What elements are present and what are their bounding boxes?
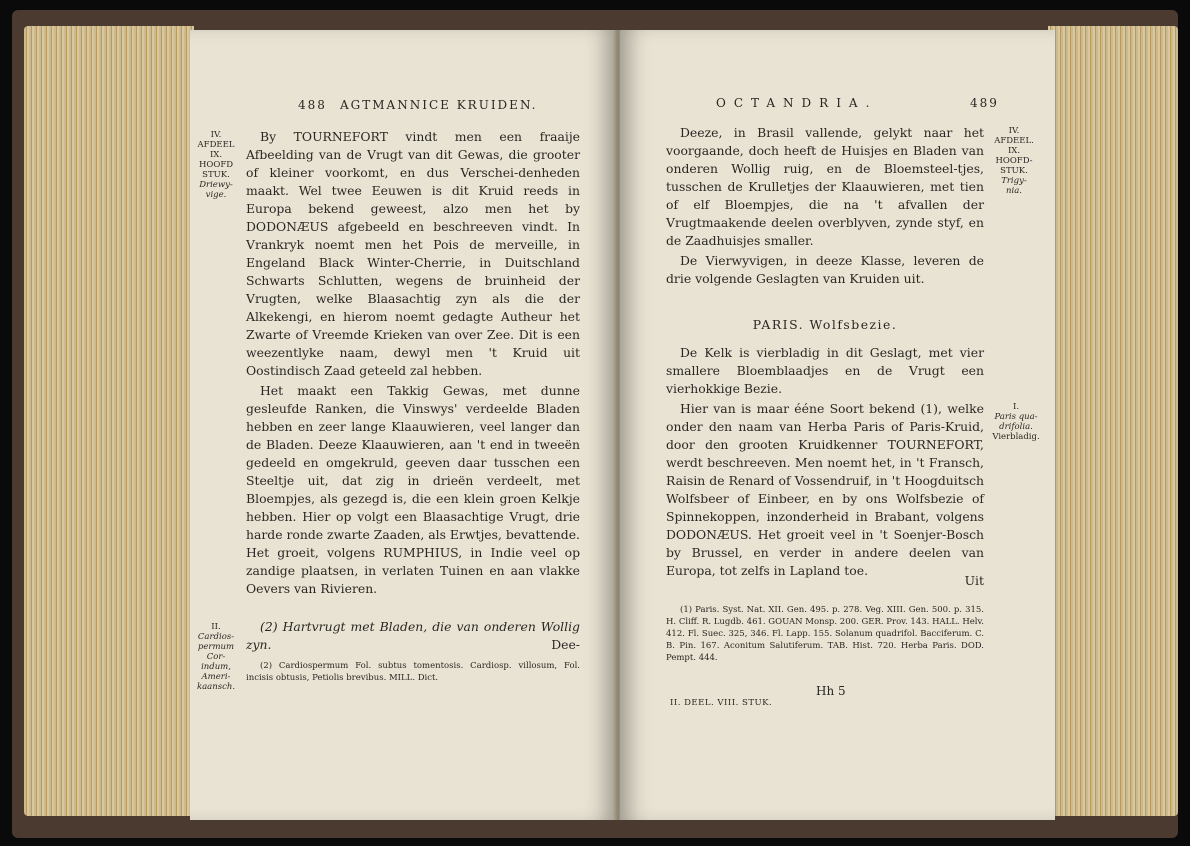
- margin-line: drifolia.: [999, 422, 1033, 432]
- bottom-signature: II. DEEL. VIII. STUK.: [670, 698, 773, 708]
- margin-line: HOOFD: [198, 160, 234, 170]
- margin-line: HOOFD-: [995, 156, 1033, 166]
- left-page: [190, 30, 615, 820]
- margin-line: nia.: [1006, 186, 1022, 196]
- left-margin-note-top: [194, 130, 238, 200]
- right-margin-note-mid: [988, 402, 1044, 442]
- margin-line: I.: [1012, 402, 1020, 412]
- margin-line: AFDEEL.: [994, 136, 1034, 146]
- left-text-block: [246, 128, 580, 598]
- left-paragraph-1: By TOURNEFORT vindt men een fraaije Afbeelding van de Vrugt van dit Gewas, die grooter of kleiner voorkomt, en dus Verschei-denheden maakt. Wel twee Eeuwen is dit Kruid reeds in Europa bekend geweest, alzo men het by DODONÆUS afgebeeld en beschreeven vindt. In Vrankryk noemt men het Pois de merveille, in Engeland Black Winter-Cherrie, in Duitschland Schwarts Schlutten, wegens de bruinheid der Vrugten, welke Blaasachtig zyn als die der Alkekengi, en hierom noemt gedagte Autheur het Zwarte of Vreemde Krieken van over Zee. Dit is een weezentlyke naam, dewyl men 't Kruid uit Oostindisch Zaad geteeld zal hebben.: [246, 129, 580, 378]
- margin-line: Vierbladig.: [992, 432, 1040, 442]
- margin-line: IV.: [210, 130, 222, 140]
- margin-line: IV.: [1008, 126, 1020, 136]
- right-text-block-bottom: [666, 344, 984, 580]
- right-running-head: OCTANDRIA.: [716, 96, 878, 110]
- signature-mark: Hh 5: [816, 684, 846, 698]
- margin-line: II.: [211, 622, 221, 632]
- species-heading: (2) Hartvrugt met Bladen, die van onderen Wollig zyn.: [246, 619, 580, 652]
- right-paragraph-3: De Kelk is vierbladig in dit Geslagt, met vier smallere Bloemblaadjes en de Vrugt een vierhokkige Bezie.: [666, 345, 984, 396]
- right-text-block-top: [666, 124, 984, 288]
- margin-line: permum: [197, 642, 235, 652]
- page-edges-left: [24, 26, 194, 816]
- margin-line: vige.: [205, 190, 227, 200]
- margin-line: Cor-indum,: [201, 652, 231, 672]
- margin-line: IX.: [1007, 146, 1021, 156]
- right-page-number: 489: [970, 96, 999, 110]
- page-edges-right: [1048, 26, 1178, 816]
- margin-line: Driewy-: [199, 180, 233, 190]
- margin-line: IX.: [209, 150, 223, 160]
- right-paragraph-4: Hier van is maar ééne Soort bekend (1), welke onder den naam van Herba Paris of Paris-Kruid, door den grooten Kruidkenner TOURNEFORT, werdt beschreeven. Men noemt het, in 't Fransch, Raisin de Renard of Vossendruif, in 't Hoogduitsch Wolfsbeer of Einbeer, en by ons Wolfsbezie of Spinnekoppen, inzonderheid in Brabant, volgens DODONÆUS. Het groeit veel in 't Soenjer-Bosch by Brussel, en verder in andere deelen van Europa, tot zelfs in Lapland toe.: [666, 401, 984, 578]
- genus-heading: PARIS. Wolfsbezie.: [752, 317, 898, 332]
- margin-line: AFDEEL: [197, 140, 235, 150]
- left-paragraph-2: Het maakt een Takkig Gewas, met dunne gesleufde Ranken, die Vinswys' verdeelde Bladen hebben en zeer lange Klaauwieren, veel langer dan de Bladen. Deeze Klaauwieren, aan 't end in tweeën gedeeld en omgekruld, geeven daar tusschen een Steeltje uit, dat zig in drieën verdeelt, met Bloempjes, als gezegd is, die een klein groen Kelkje hebben. Hier op volgt een Blaasachtige Vrugt, drie harde ronde zwarte Zaaden, als Erwtjes, bevattende. Het groeit, volgens RUMPHIUS, in Indie veel op zandige plaatsen, in verlaten Tuinen en aan vlakke Oevers van Rivieren.: [246, 383, 580, 596]
- footnote-text: (2) Cardiospermum Fol. subtus tomentosis. Cardiosp. villosum, Fol. incisis obtusis, Petiolis brevibus. MILL. Dict.: [246, 661, 580, 683]
- left-running-head: AGTMANNICE KRUIDEN.: [340, 98, 538, 112]
- right-footnote: [666, 604, 984, 664]
- right-margin-note-top: [988, 126, 1040, 196]
- right-paragraph-1: Deeze, in Brasil vallende, gelykt naar het voorgaande, doch heeft de Huisjes en Bladen van onderen Wollig ruig, en de Bloemsteel-tjes, tusschen de Krulletjes der Klaauwieren, met tien of elf Bloempjes, die na 't afvallen der Vrugtmaakende deelen overblyven, zynde styf, en de Zaadhuisjes smaller.: [666, 125, 984, 248]
- right-catchword: Uit: [964, 573, 984, 588]
- left-catchword: Dee-: [551, 637, 580, 652]
- margin-line: STUK.: [202, 170, 230, 180]
- margin-line: Ameri-: [201, 672, 231, 682]
- left-margin-note-bottom: [194, 622, 238, 692]
- margin-line: Paris qua-: [994, 412, 1038, 422]
- margin-line: Cardios-: [197, 632, 235, 642]
- footnote-text: (1) Paris. Syst. Nat. XII. Gen. 495. p. 278. Veg. XIII. Gen. 500. p. 315. H. Cliff. R. Lugdb. 461. GOUAN Monsp. 200. GER. Prov. 143. HALL. Helv. 412. Fl. Suec. 325, 346. Fl. Lapp. 155. Solanum quadrifol. Bacciferum. C. B. Pin. 167. Aconitum Salutiferum. TAB. Hist. 720. Herba Paris. DOD. Pempt. 444.: [666, 605, 984, 663]
- margin-line: STUK.: [1000, 166, 1028, 176]
- right-paragraph-2: De Vierwyvigen, in deeze Klasse, leveren de drie volgende Geslagten van Kruiden uit.: [666, 253, 984, 286]
- left-page-number: 488: [298, 98, 327, 112]
- left-footnote: [246, 660, 580, 684]
- right-page: [620, 30, 1055, 820]
- margin-line: Trigy-: [1001, 176, 1027, 186]
- margin-line: kaansch.: [196, 682, 236, 692]
